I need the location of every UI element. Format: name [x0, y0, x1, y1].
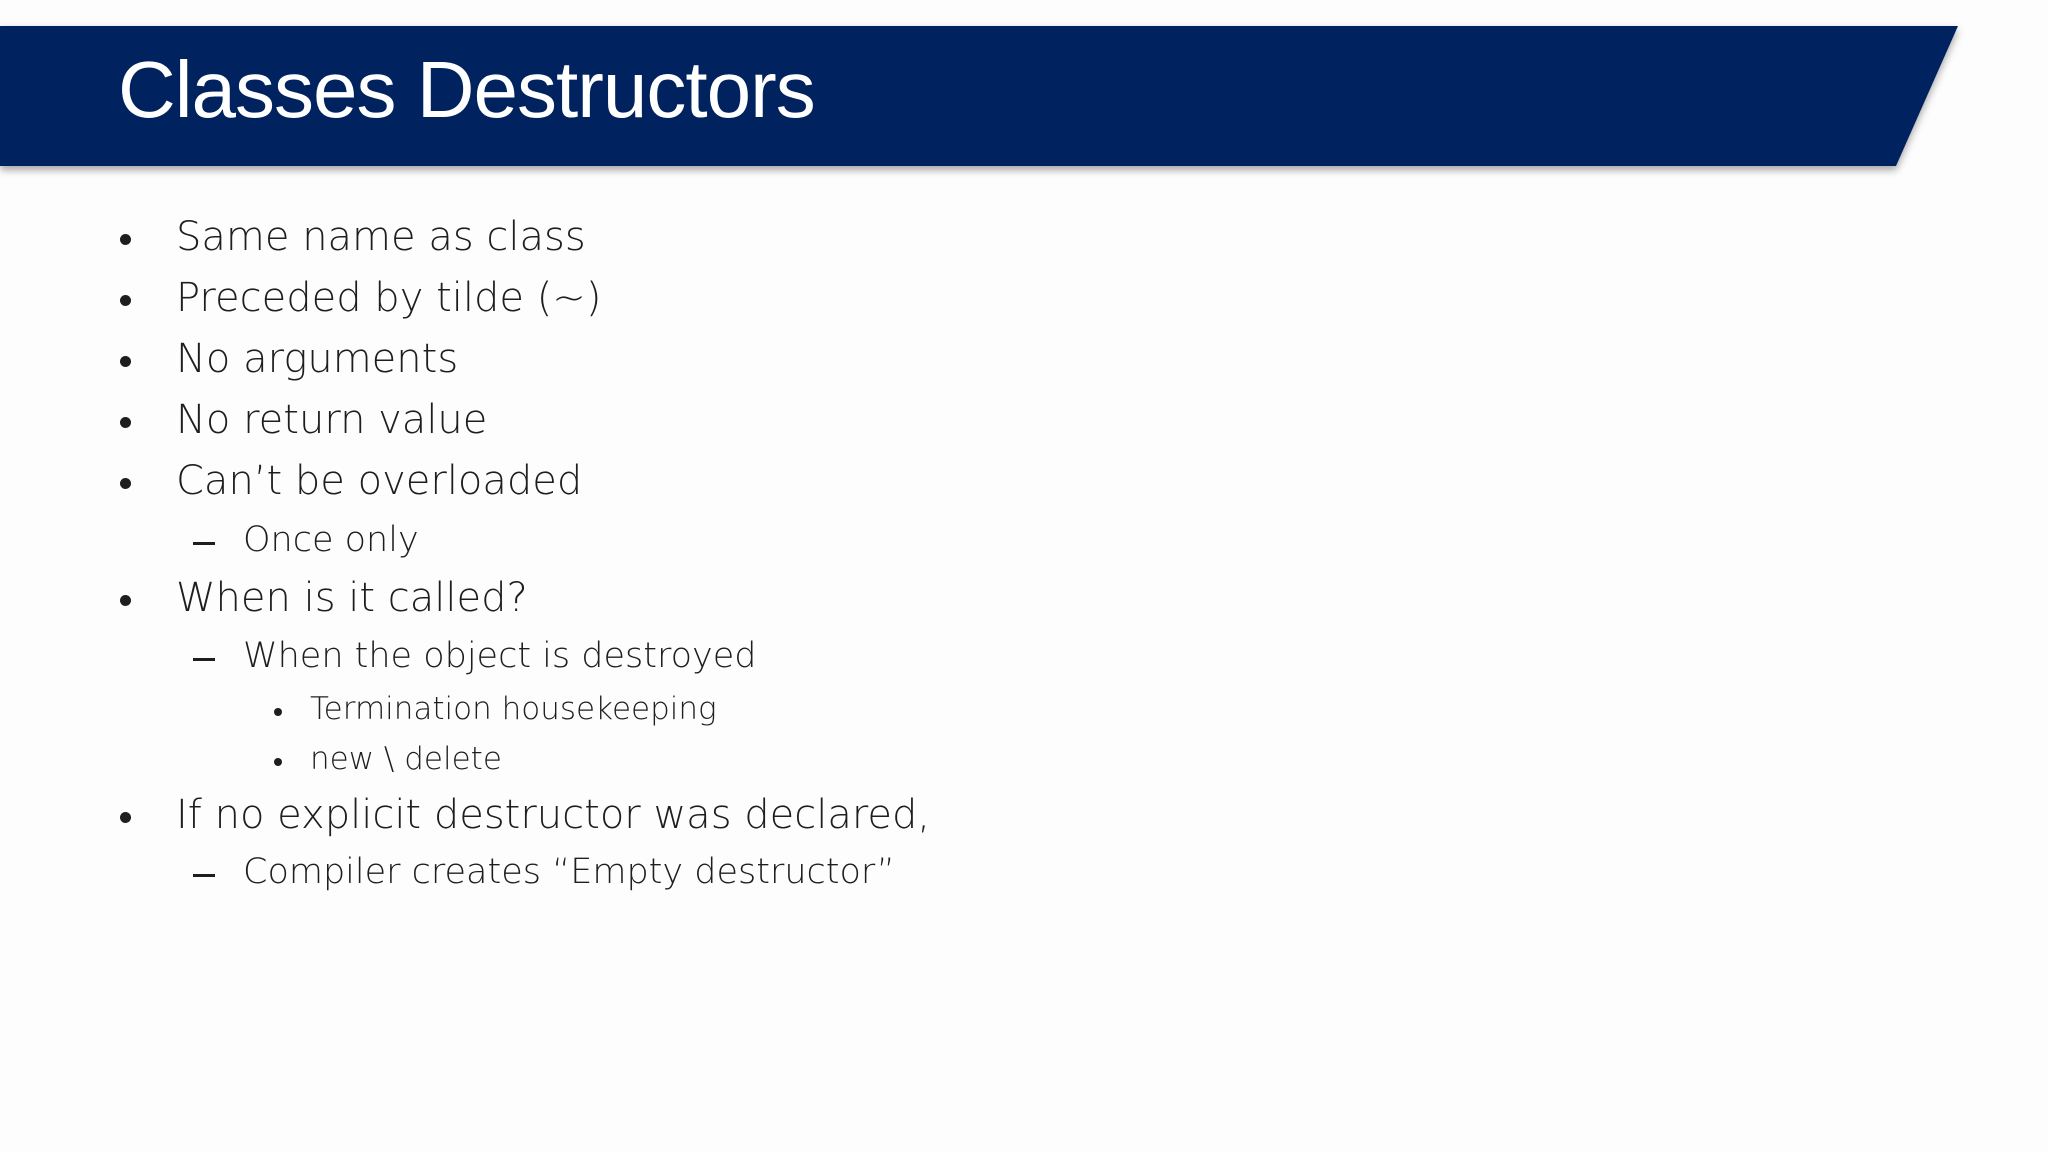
bullet-item — [176, 397, 487, 443]
sub-sub-bullet-item — [310, 741, 502, 777]
bullet-item — [176, 336, 458, 382]
bullet-item — [176, 275, 601, 321]
small-bullet-icon — [274, 708, 282, 716]
bullet-item — [176, 575, 528, 621]
bullet-item — [176, 792, 930, 838]
dash-icon — [193, 542, 215, 545]
sub-sub-bullet-item — [310, 691, 717, 727]
bullet-text: Preceded by tilde (~) — [176, 275, 602, 321]
bullet-icon — [120, 234, 131, 245]
bullet-text: Can’t be overloaded — [176, 458, 583, 504]
bullet-item — [176, 214, 586, 260]
sub-bullet-text: When the object is destroyed — [243, 636, 757, 676]
sub-bullet-item — [243, 520, 419, 560]
sub-bullet-item — [243, 852, 895, 892]
sub-bullet-text: Once only — [243, 520, 419, 560]
bullet-text: Same name as class — [176, 214, 586, 260]
bullet-text: No return value — [176, 397, 488, 443]
bullet-text: No arguments — [176, 336, 459, 382]
bullet-icon — [120, 356, 131, 367]
bullet-text: When is it called? — [176, 575, 528, 621]
sub-bullet-item — [243, 636, 756, 676]
sub-sub-bullet-text: Termination housekeeping — [310, 691, 717, 727]
bullet-item — [176, 458, 582, 504]
slide-title: Classes Destructors — [118, 45, 815, 134]
bullet-icon — [120, 417, 131, 428]
sub-sub-bullet-text: new \ delete — [310, 741, 502, 777]
sub-bullet-text: Compiler creates “Empty destructor” — [243, 852, 895, 892]
bullet-icon — [120, 812, 131, 823]
bullet-icon — [120, 295, 131, 306]
dash-icon — [193, 658, 215, 661]
small-bullet-icon — [274, 758, 282, 766]
bullet-icon — [120, 595, 131, 606]
dash-icon — [193, 874, 215, 877]
bullet-icon — [120, 478, 131, 489]
bullet-text: If no explicit destructor was declared, — [176, 792, 931, 838]
